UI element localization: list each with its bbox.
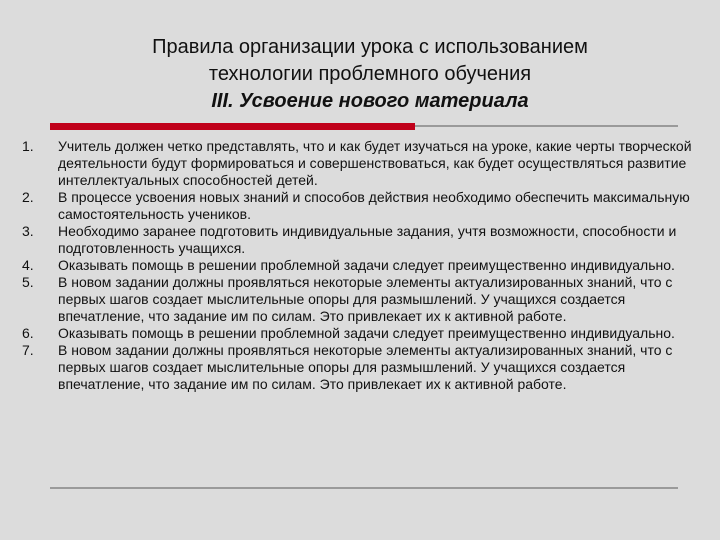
title-line-3: III. Усвоение нового материала xyxy=(211,90,529,112)
list-item xyxy=(22,257,702,274)
item-number: 3. xyxy=(22,223,34,239)
title-line-1: Правила организации урока с использованием xyxy=(152,36,588,58)
item-text: В процессе усвоения новых знаний и способов действия необходимо обеспечить максимальную самостоятельность учеников. xyxy=(58,189,690,222)
title-underline-accent xyxy=(50,123,415,130)
list-item xyxy=(22,342,702,393)
list-item xyxy=(22,138,702,189)
slide-title xyxy=(60,34,680,115)
list-item xyxy=(22,274,702,325)
item-text: В новом задании должны проявляться некоторые элементы актуализированных знаний, что с первых шагов создает мыслительные опоры для размышлений. У учащихся создается впечатление, что задание им по силам. Это привлекает их к активной работе. xyxy=(58,342,673,392)
item-text: В новом задании должны проявляться некоторые элементы актуализированных знаний, что с первых шагов создает мыслительные опоры для размышлений. У учащихся создается впечатление, что задание им по силам. Это привлекает их к активной работе. xyxy=(58,274,673,324)
list-item xyxy=(22,189,702,223)
title-line-2: технологии проблемного обучения xyxy=(208,63,532,85)
footer-rule xyxy=(50,487,678,489)
item-number: 5. xyxy=(22,274,34,290)
item-text: Оказывать помощь в решении проблемной задачи следует преимущественно индивидуально. xyxy=(58,325,675,341)
item-text: Необходимо заранее подготовить индивидуальные задания, учтя возможности, способности и подготовленность учащихся. xyxy=(58,223,677,256)
item-number: 6. xyxy=(22,325,34,341)
item-number: 1. xyxy=(22,138,34,154)
item-number: 4. xyxy=(22,257,34,273)
list-item xyxy=(22,223,702,257)
title-underline-rule xyxy=(415,125,678,127)
rules-list xyxy=(22,138,702,393)
item-number: 2. xyxy=(22,189,34,205)
item-text: Учитель должен четко представлять, что и как будет изучаться на уроке, какие черты творческой деятельности будут формироваться и совершенствоваться, как будет осуществляться развитие интеллектуальных способностей детей. xyxy=(58,138,692,188)
list-item xyxy=(22,325,702,342)
item-number: 7. xyxy=(22,342,34,358)
item-text: Оказывать помощь в решении проблемной задачи следует преимущественно индивидуально. xyxy=(58,257,675,273)
